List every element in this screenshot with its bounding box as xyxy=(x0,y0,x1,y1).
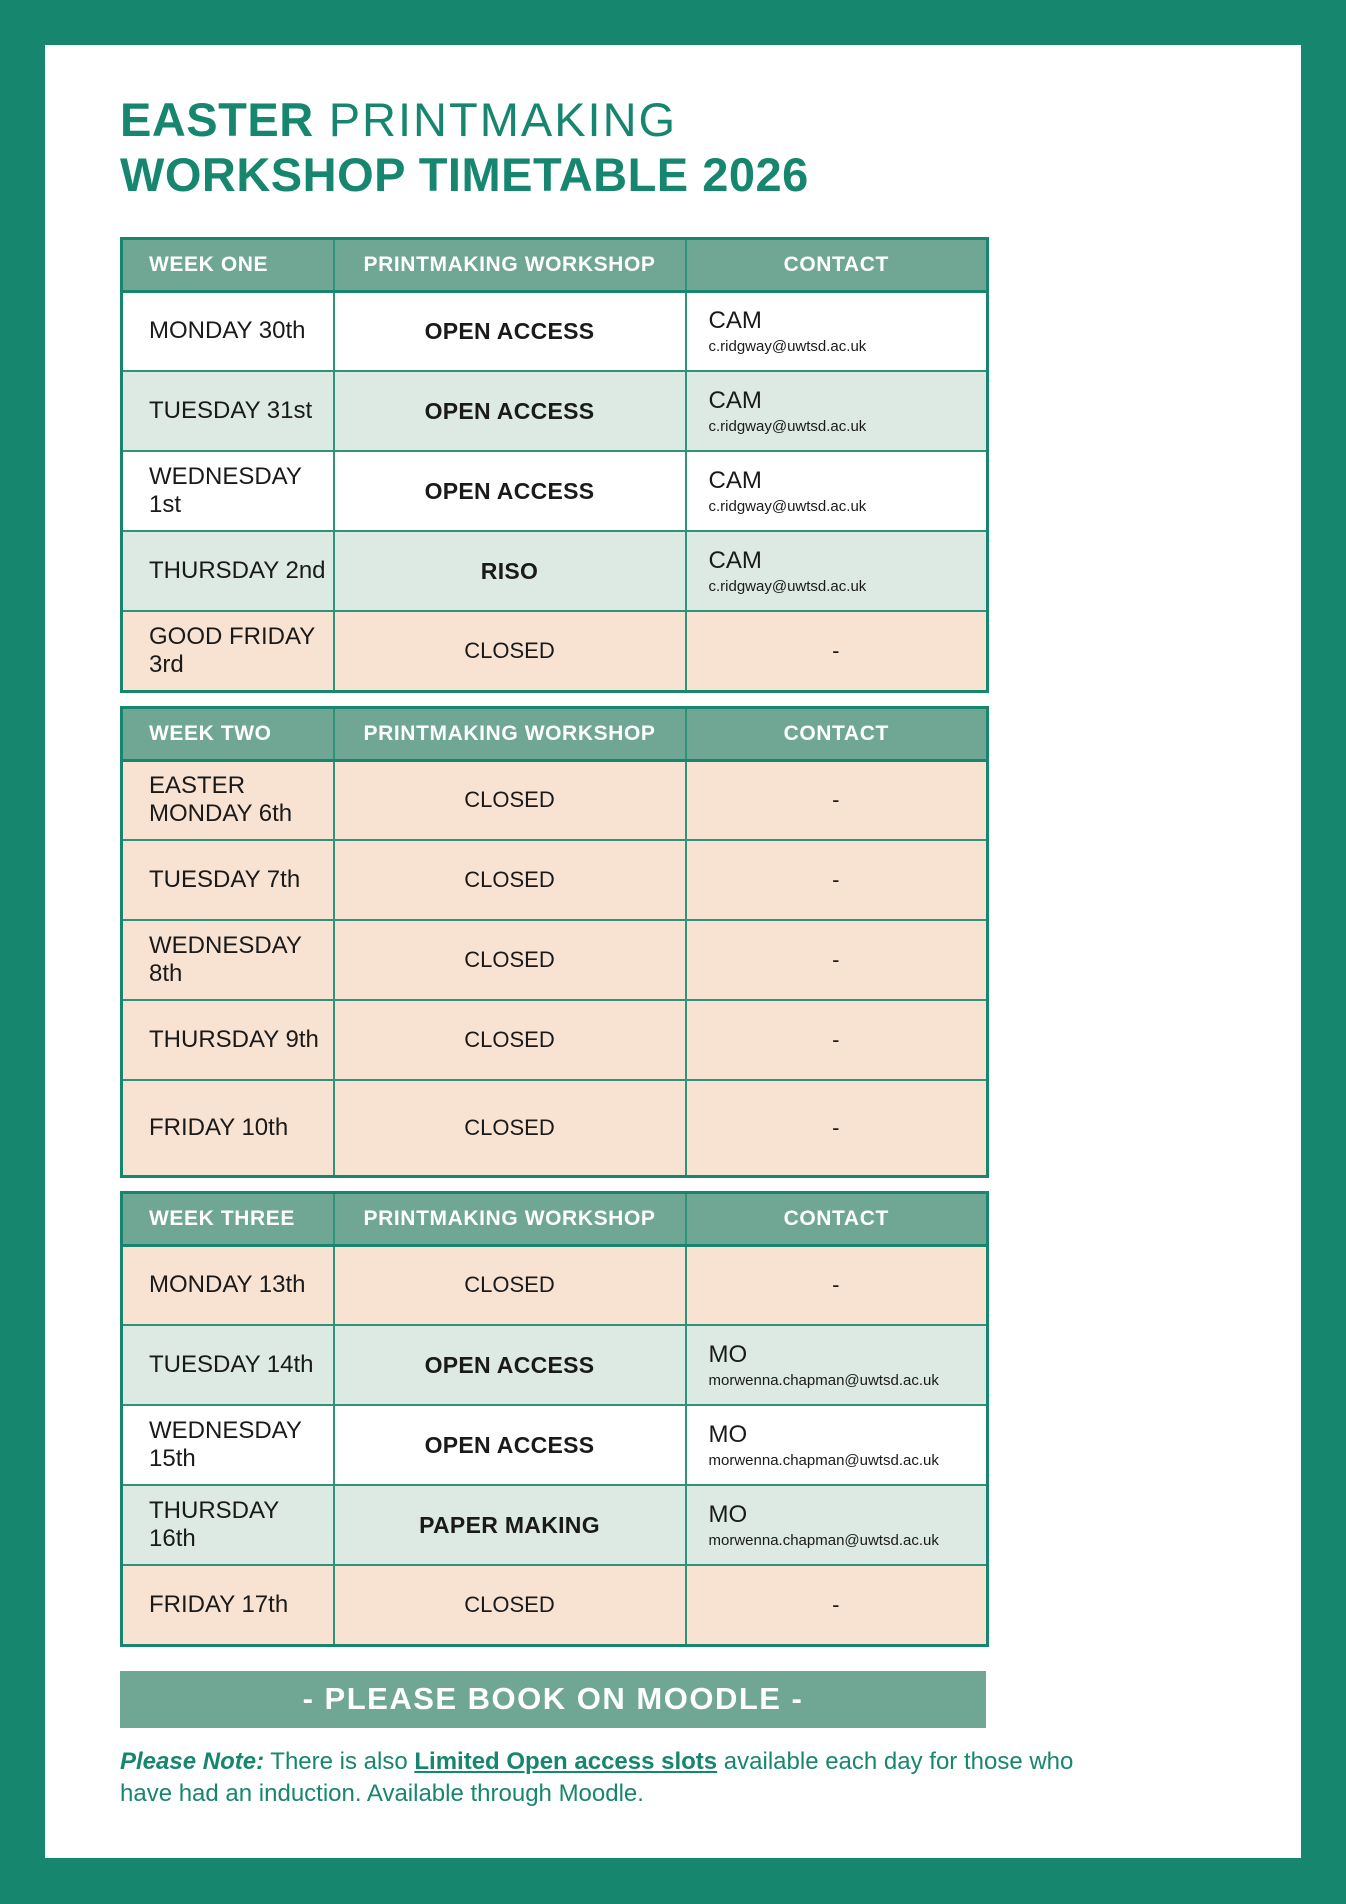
footnote-label: Please Note: xyxy=(120,1747,265,1775)
book-on-moodle-banner: - PLEASE BOOK ON MOODLE - xyxy=(120,1671,986,1728)
contact-email: c.ridgway@uwtsd.ac.uk xyxy=(708,418,867,435)
day-cell: GOOD FRIDAY 3rd xyxy=(122,611,334,691)
workshop-cell: CLOSED xyxy=(334,840,686,920)
timetable-week-one xyxy=(120,237,989,693)
day-cell: FRIDAY 10th xyxy=(122,1080,334,1176)
workshop-column-header: PRINTMAKING WORKSHOP xyxy=(334,707,686,760)
contact-cell xyxy=(686,291,988,371)
contact-column-header: CONTACT xyxy=(686,238,988,291)
week-label: WEEK THREE xyxy=(122,1192,334,1245)
footnote-text-a: There is also xyxy=(264,1747,415,1775)
workshop-cell: CLOSED xyxy=(334,760,686,840)
table-row xyxy=(122,451,988,531)
contact-cell xyxy=(686,1485,988,1565)
contact-cell: - xyxy=(686,1245,988,1325)
workshop-cell: CLOSED xyxy=(334,1000,686,1080)
table-row xyxy=(122,920,988,1000)
contact-cell xyxy=(686,451,988,531)
workshop-cell: CLOSED xyxy=(334,1080,686,1176)
title-printmaking: PRINTMAKING xyxy=(313,93,678,146)
contact-name: MO xyxy=(708,1421,748,1448)
contact-cell: - xyxy=(686,1000,988,1080)
contact-email: c.ridgway@uwtsd.ac.uk xyxy=(708,338,867,356)
day-cell: TUESDAY 31st xyxy=(122,371,334,451)
day-cell: MONDAY 30th xyxy=(122,291,334,371)
table-row xyxy=(122,1245,988,1325)
day-cell: MONDAY 13th xyxy=(122,1245,334,1325)
workshop-cell: OPEN ACCESS xyxy=(334,1325,686,1405)
workshop-column-header: PRINTMAKING WORKSHOP xyxy=(334,1192,686,1245)
table-row xyxy=(122,840,988,920)
week-label: WEEK TWO xyxy=(122,707,334,760)
workshop-cell: OPEN ACCESS xyxy=(334,291,686,371)
day-cell: FRIDAY 17th xyxy=(122,1565,334,1645)
day-cell: EASTER MONDAY 6th xyxy=(122,760,334,840)
timetable-week-three xyxy=(120,1191,989,1647)
table-row xyxy=(122,1325,988,1405)
title-line-2: WORKSHOP TIMETABLE 2026 xyxy=(120,147,809,201)
contact-email: c.ridgway@uwtsd.ac.uk xyxy=(708,498,867,515)
contact-cell: - xyxy=(686,920,988,1000)
contact-name: CAM xyxy=(708,387,762,414)
page-content xyxy=(45,45,1301,1810)
table-row xyxy=(122,371,988,451)
contact-name: MO xyxy=(708,1501,748,1528)
contact-cell xyxy=(686,1325,988,1405)
contact-email: morwenna.chapman@uwtsd.ac.uk xyxy=(708,1372,939,1389)
footnote-line-2: have had an induction. Available through Moodle. xyxy=(120,1779,644,1807)
table-row xyxy=(122,611,988,691)
footnote-text-b: available each day for those who xyxy=(717,1747,1074,1775)
workshop-cell: OPEN ACCESS xyxy=(334,371,686,451)
table-header-row xyxy=(122,707,988,760)
table-row xyxy=(122,531,988,611)
workshop-cell: CLOSED xyxy=(334,1245,686,1325)
contact-name: MO xyxy=(708,1341,748,1368)
day-cell: THURSDAY 16th xyxy=(122,1485,334,1565)
contact-cell: - xyxy=(686,840,988,920)
day-cell: WEDNESDAY 15th xyxy=(122,1405,334,1485)
day-cell: TUESDAY 7th xyxy=(122,840,334,920)
table-row xyxy=(122,1080,988,1176)
title-easter: EASTER xyxy=(120,93,314,146)
contact-cell xyxy=(686,371,988,451)
contact-column-header: CONTACT xyxy=(686,707,988,760)
day-cell: THURSDAY 9th xyxy=(122,1000,334,1080)
table-row xyxy=(122,291,988,371)
workshop-cell: OPEN ACCESS xyxy=(334,451,686,531)
day-cell: WEDNESDAY 1st xyxy=(122,451,334,531)
table-row xyxy=(122,760,988,840)
week-label: WEEK ONE xyxy=(122,238,334,291)
workshop-cell: CLOSED xyxy=(334,1565,686,1645)
title-line-1 xyxy=(120,95,1301,146)
workshop-cell: CLOSED xyxy=(334,611,686,691)
contact-cell: - xyxy=(686,611,988,691)
contact-column-header: CONTACT xyxy=(686,1192,988,1245)
table-row xyxy=(122,1485,988,1565)
contact-name: CAM xyxy=(708,307,762,335)
workshop-cell: CLOSED xyxy=(334,920,686,1000)
contact-name: CAM xyxy=(708,547,762,574)
contact-email: morwenna.chapman@uwtsd.ac.uk xyxy=(708,1532,939,1549)
contact-cell: - xyxy=(686,1080,988,1176)
workshop-column-header: PRINTMAKING WORKSHOP xyxy=(334,238,686,291)
contact-name: CAM xyxy=(708,467,762,494)
contact-email: morwenna.chapman@uwtsd.ac.uk xyxy=(708,1452,939,1469)
table-row xyxy=(122,1565,988,1645)
table-header-row xyxy=(122,238,988,291)
contact-cell: - xyxy=(686,760,988,840)
contact-email: c.ridgway@uwtsd.ac.uk xyxy=(708,578,867,595)
workshop-cell: PAPER MAKING xyxy=(334,1485,686,1565)
page-frame xyxy=(45,45,1301,1858)
day-cell: WEDNESDAY 8th xyxy=(122,920,334,1000)
day-cell: TUESDAY 14th xyxy=(122,1325,334,1405)
workshop-cell: RISO xyxy=(334,531,686,611)
table-row xyxy=(122,1405,988,1485)
timetable-week-two xyxy=(120,706,989,1178)
page-title xyxy=(120,95,1301,201)
table-row xyxy=(122,1000,988,1080)
footnote xyxy=(120,1746,1240,1811)
workshop-cell: OPEN ACCESS xyxy=(334,1405,686,1485)
contact-cell xyxy=(686,1405,988,1485)
contact-cell xyxy=(686,531,988,611)
contact-cell: - xyxy=(686,1565,988,1645)
table-header-row xyxy=(122,1192,988,1245)
footnote-link-text: Limited Open access slots xyxy=(414,1747,718,1775)
day-cell: THURSDAY 2nd xyxy=(122,531,334,611)
